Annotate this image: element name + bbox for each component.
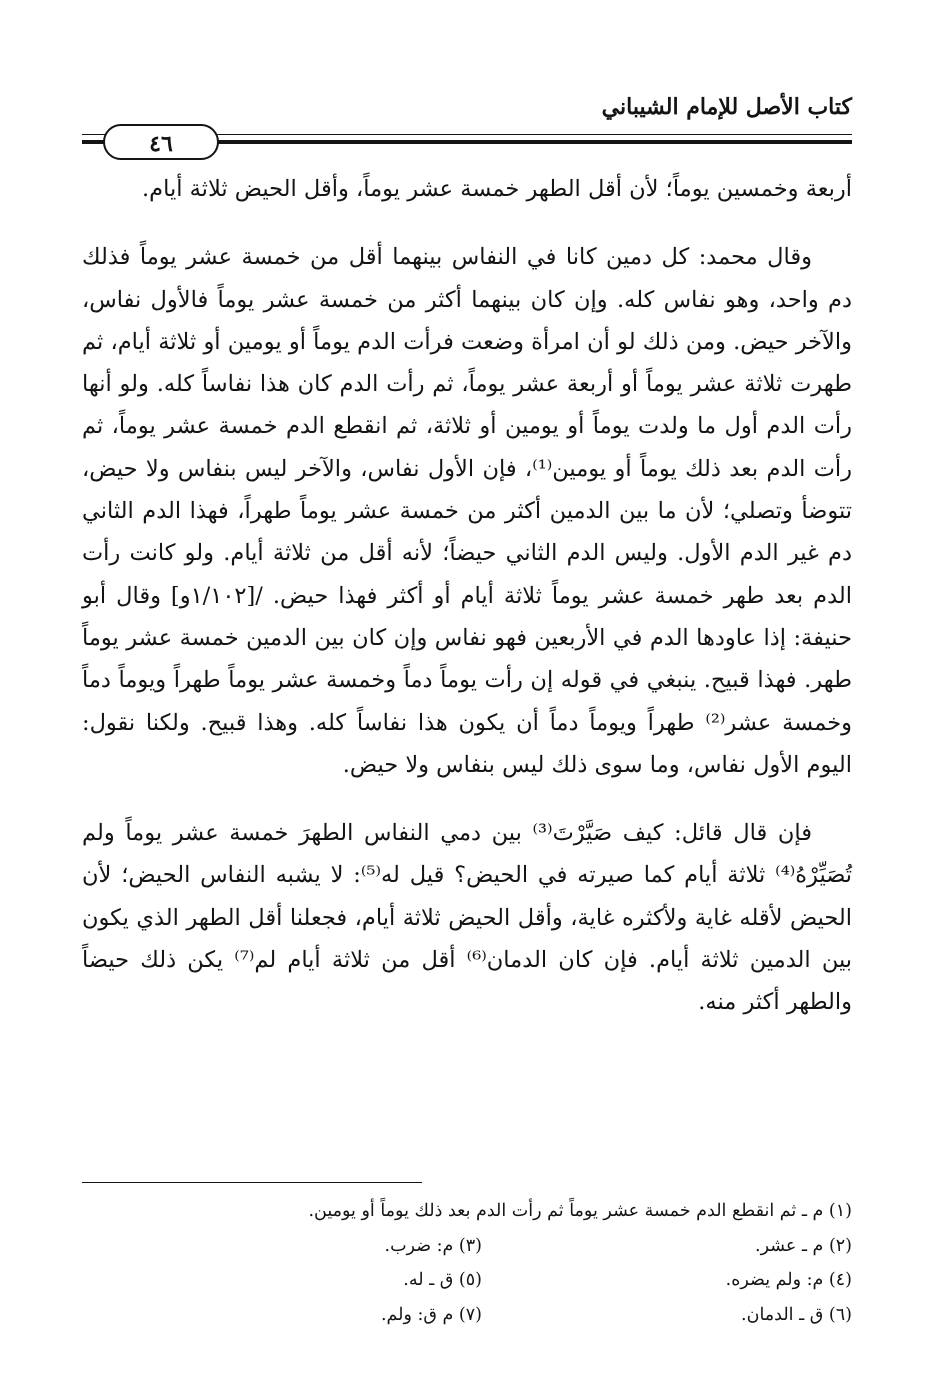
footnote-row	[82, 1229, 852, 1264]
footnote-4: (٤) م: ولم يضره.	[725, 1270, 852, 1290]
footnote-3: (٣) م: ضرب.	[384, 1235, 482, 1256]
footnotes	[82, 1194, 852, 1332]
body-text	[82, 168, 852, 1050]
footnote-1: (١) م ـ ثم انقطع الدم خمسة عشر يوماً ثم رأت الدم بعد ذلك يوماً أو يومين.	[308, 1201, 852, 1221]
paragraph-2: وقال محمد: كل دمين كانا في النفاس بينهما أقل من خمسة عشر يوماً فذلك دم واحد، وهو نفاس كله. وإن كان بينهما أكثر من خمسة عشر يوماً فالأول نفاس، والآخر حيض. ومن ذلك لو أن امرأة وضعت فرأت الدم يوماً أو يومين أو ثلاثة أيام، ثم طهرت ثلاثة عشر يوماً أو أربعة عشر يوماً، ثم رأت الدم كان هذا نفاساً كله. ولو أنها رأت الدم أول ما ولدت يوماً أو يومين أو ثلاثة، ثم انقطع الدم خمسة عشر يوماً، ثم رأت الدم بعد ذلك يوماً أو يومين⁽¹⁾، فإن الأول نفاس، والآخر ليس بنفاس ولا حيض، تتوضأ وتصلي؛ لأن ما بين الدمين أكثر من خمسة عشر يوماً طهراً، فهذا الدم الثاني دم غير الدم الأول. وليس الدم الثاني حيضاً؛ لأنه أقل من ثلاثة أيام. ولو كانت رأت الدم بعد طهر خمسة عشر يوماً ثلاثة أيام أو أكثر فهذا حيض. /[١/١٠٢و] وقال أبو حنيفة: إذا عاودها الدم في الأربعين فهو نفاس وإن كان بين الدمين خمسة عشر يوماً طهر. فهذا قبيح. ينبغي في قوله إن رأت يوماً دماً وخمسة عشر يوماً طهراً ويوماً دماً وخمسة عشر⁽²⁾ طهراً ويوماً دماً أن يكون هذا نفاساً كله. وهذا قبيح. ولكنا نقول: اليوم الأول نفاس، وما سوى ذلك ليس بنفاس ولا حيض.	[82, 244, 852, 778]
paragraph-3: فإن قال قائل: كيف صَيَّرْتَ⁽³⁾ بين دمي النفاس الطهرَ خمسة عشر يوماً ولم تُصَيِّرْهُ⁽⁴⁾ ثلاثة أيام كما صيرته في الحيض؟ قيل له⁽⁵⁾: لا يشبه النفاس الحيض؛ لأن الحيض لأقله غاية ولأكثره غاية، وأقل الحيض ثلاثة أيام، فجعلنا أقل الطهر الذي يكون بين الدمين ثلاثة أيام. فإن كان الدمان⁽⁶⁾ أقل من ثلاثة أيام لم⁽⁷⁾ يكن ذلك حيضاً والطهر أكثر منه.	[82, 820, 853, 1016]
page-number: ٤٦	[103, 124, 219, 160]
footnote-row	[82, 1263, 852, 1298]
footnote-7: (٧) م ق: ولم.	[380, 1304, 482, 1325]
footnote-row	[82, 1298, 852, 1333]
paragraph-1: أربعة وخمسين يوماً؛ لأن أقل الطهر خمسة عشر يوماً، وأقل الحيض ثلاثة أيام.	[142, 176, 852, 202]
footnote-5: (٥) ق ـ له.	[403, 1270, 482, 1290]
footnote-separator	[82, 1182, 422, 1183]
footnote-2: (٢) م ـ عشر.	[755, 1235, 852, 1256]
running-header-title: كتاب الأصل للإمام الشيباني	[601, 94, 852, 120]
footnote-6: (٦) ق ـ الدمان.	[741, 1304, 852, 1325]
